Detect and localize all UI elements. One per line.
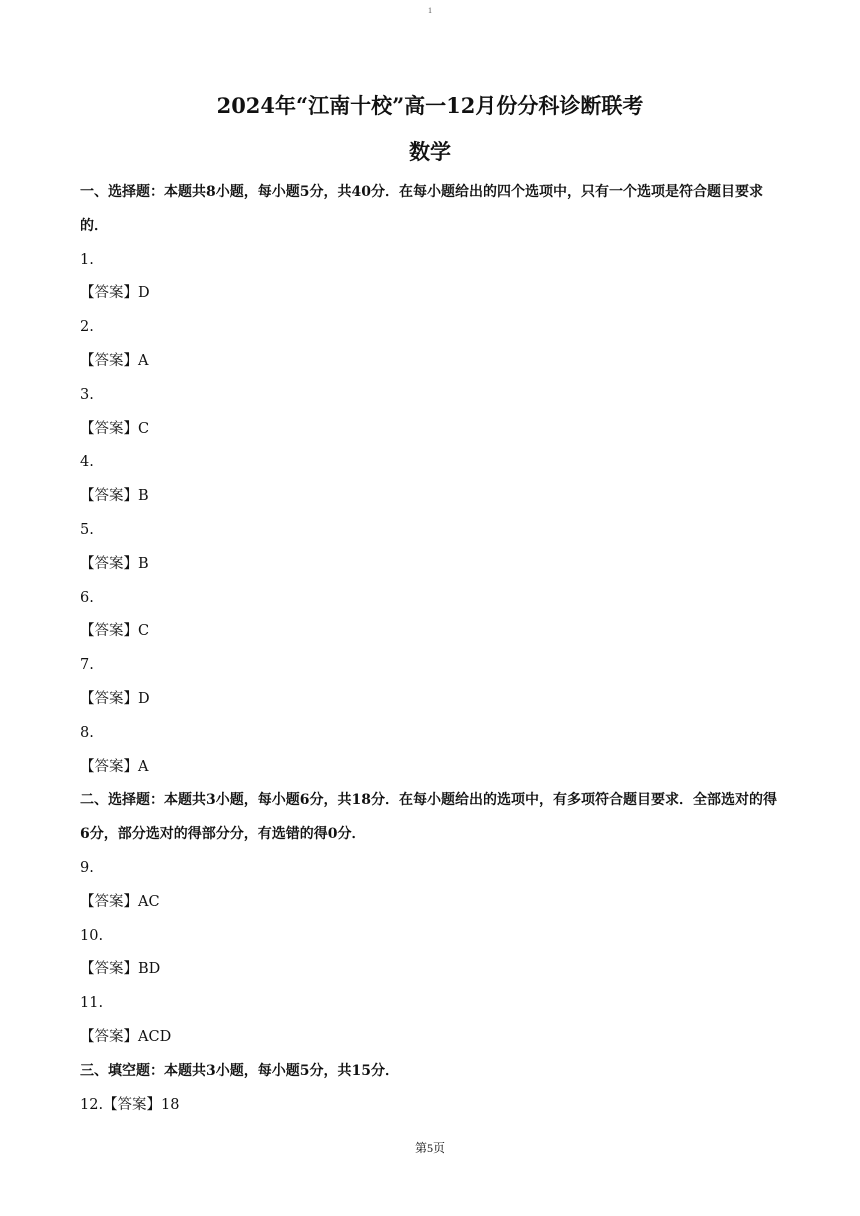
question-number: 5. <box>80 521 94 538</box>
section-1-heading: 一、选择题：本题共8小题，每小题5分，共40分．在每小题给出的四个选项中，只有一个选项是符合题目要求的． <box>80 184 763 234</box>
question-number: 7. <box>80 657 94 674</box>
question-number: 4. <box>80 454 94 471</box>
question-number: 6. <box>80 589 94 606</box>
answer-line: 【答案】C <box>80 420 150 437</box>
page-mark: 1 <box>428 6 432 15</box>
answer-line: 【答案】C <box>80 623 150 640</box>
question-number: 1. <box>80 251 94 268</box>
answer-line: 【答案】D <box>80 285 150 302</box>
answer-line: 12.【答案】18 <box>80 1096 180 1113</box>
answer-key <box>80 176 785 1122</box>
section-3-heading: 三、填空题：本题共3小题，每小题5分，共15分． <box>80 1062 399 1079</box>
question-number: 9. <box>80 859 94 876</box>
answer-line: 【答案】B <box>80 555 149 572</box>
answer-line: 【答案】D <box>80 690 150 707</box>
answer-line: 【答案】A <box>80 352 149 369</box>
section-2-heading: 二、选择题：本题共3小题，每小题6分，共18分．在每小题给出的选项中，有多项符合题目要求．全部选对的得6分，部分选对的得部分分，有选错的得0分． <box>80 792 777 843</box>
question-number: 8. <box>80 724 94 741</box>
exam-title: 2024年“江南十校”高一12月份分科诊断联考 <box>216 93 644 118</box>
question-number: 11. <box>80 995 104 1012</box>
answer-line: 【答案】BD <box>80 961 161 978</box>
subject-title: 数学 <box>409 139 451 164</box>
answer-line: 【答案】A <box>80 758 149 775</box>
question-number: 2. <box>80 319 94 336</box>
answer-line: 【答案】ACD <box>80 1028 172 1045</box>
answer-line: 【答案】B <box>80 488 149 505</box>
question-number: 3. <box>80 386 94 403</box>
page-number: 第5页 <box>414 1141 445 1155</box>
answer-line: 【答案】AC <box>80 893 160 910</box>
question-number: 10. <box>80 927 104 944</box>
